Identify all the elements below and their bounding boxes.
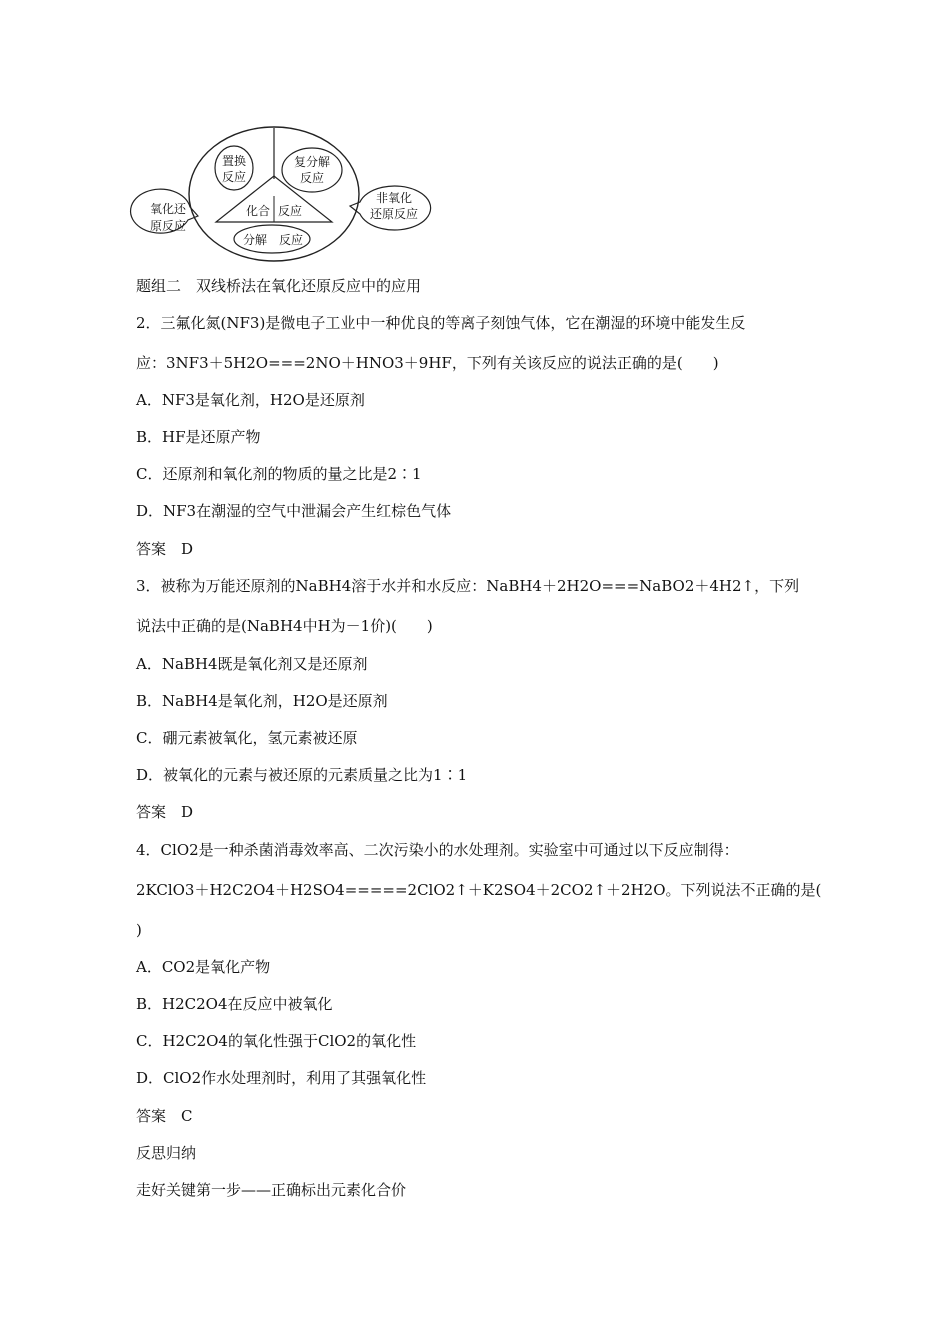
q3-option-d: D．被氧化的元素与被还原的元素质量之比为1∶1	[136, 766, 468, 784]
q3-stem-line1: 3．被称为万能还原剂的NaBH4溶于水并和水反应：NaBH4＋2H2O===NaBO2＋4H2↑，下列	[136, 577, 800, 595]
q2-stem-line1: 2．三氟化氮(NF3)是微电子工业中一种优良的等离子刻蚀气体，它在潮湿的环境中能发生反	[136, 314, 746, 332]
diagram-center-right: 反应	[277, 204, 303, 218]
diagram-top-right-2: 反应	[299, 171, 325, 185]
diagram-right-1: 非氧化	[375, 191, 413, 205]
section-heading: 题组二 双线桥法在氧化还原反应中的应用	[136, 277, 422, 295]
q4-stem-line3: )	[136, 921, 142, 939]
diagram-center: 化合	[245, 204, 271, 218]
reflection-heading: 反思归纳	[136, 1144, 197, 1162]
diagram-bottom-left: 分解	[242, 233, 268, 247]
diagram-top-right-1: 复分解	[293, 155, 331, 169]
q4-answer: 答案 C	[136, 1107, 193, 1125]
q2-option-c: C．还原剂和氧化剂的物质的量之比是2∶1	[136, 465, 422, 483]
key-step-heading: 走好关键第一步——正确标出元素化合价	[136, 1181, 407, 1199]
q4-option-c: C．H2C2O4的氧化性强于ClO2的氧化性	[136, 1032, 417, 1050]
q3-option-b: B．NaBH4是氧化剂，H2O是还原剂	[136, 692, 388, 710]
diagram-top-left-1: 置换	[221, 154, 247, 168]
q3-answer: 答案 D	[136, 803, 194, 821]
q3-stem-line2: 说法中正确的是(NaBH4中H为－1价)( )	[136, 617, 433, 635]
diagram-bottom-right: 反应	[278, 233, 304, 247]
q4-option-b: B．H2C2O4在反应中被氧化	[136, 995, 333, 1013]
diagram-top-left-2: 反应	[221, 170, 247, 184]
q2-option-a: A．NF3是氧化剂，H2O是还原剂	[136, 391, 365, 409]
q2-option-b: B．HF是还原产物	[136, 428, 261, 446]
q4-option-d: D．ClO2作水处理剂时，利用了其强氧化性	[136, 1069, 427, 1087]
q2-answer: 答案 D	[136, 540, 194, 558]
q2-option-d: D．NF3在潮湿的空气中泄漏会产生红棕色气体	[136, 502, 452, 520]
q3-option-c: C．硼元素被氧化，氢元素被还原	[136, 729, 358, 747]
q4-stem-line2: 2KClO3＋H2C2O4＋H2SO4=====2ClO2↑＋K2SO4＋2CO2↑＋2H2O。下列说法不正确的是(	[136, 881, 822, 899]
q3-option-a: A．NaBH4既是氧化剂又是还原剂	[136, 655, 368, 673]
q2-stem-line2: 应：3NF3＋5H2O===2NO＋HNO3＋9HF，下列有关该反应的说法正确的是( )	[136, 354, 719, 372]
diagram-left-2: 原反应	[149, 219, 187, 233]
q4-option-a: A．CO2是氧化产物	[136, 958, 271, 976]
diagram-right-2: 还原反应	[369, 207, 419, 221]
reaction-types-diagram	[128, 124, 438, 264]
diagram-left-1: 氧化还	[149, 202, 187, 216]
q4-stem-line1: 4．ClO2是一种杀菌消毒效率高、二次污染小的水处理剂。实验室中可通过以下反应制得：	[136, 841, 739, 859]
